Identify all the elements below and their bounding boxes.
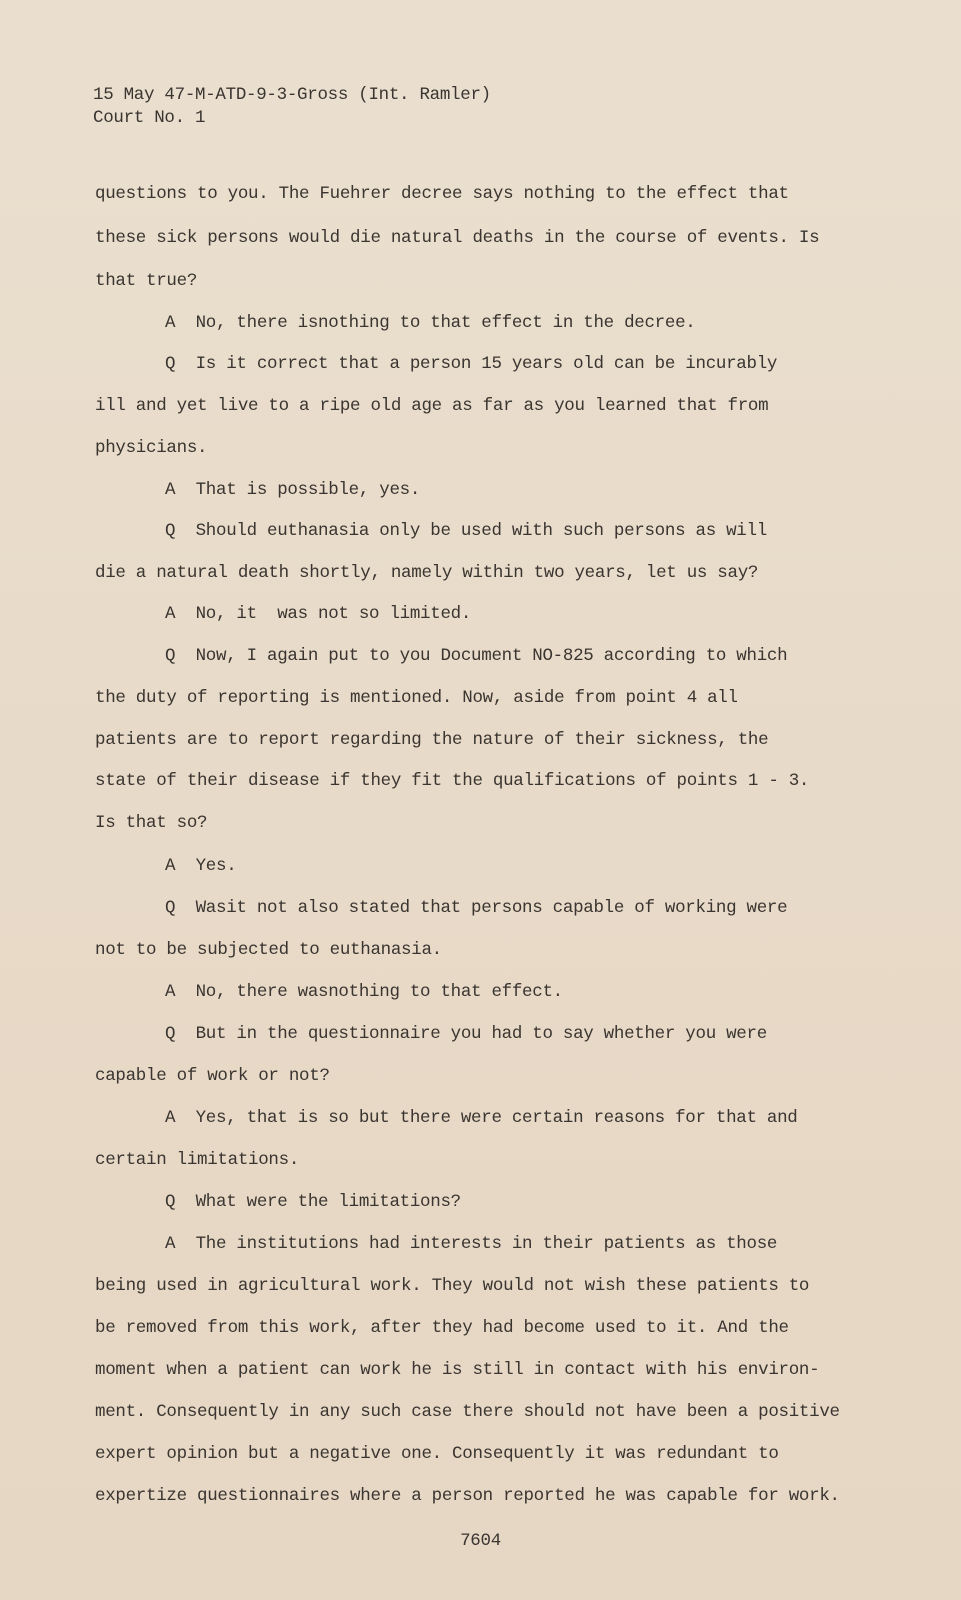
question-line: Q But in the questionnaire you had to say whether you were (165, 1024, 767, 1044)
text-line: Is that so? (95, 813, 208, 833)
question-line: Q Now, I again put to you Document NO-825 according to which (165, 646, 788, 666)
question-line: Q Is it correct that a person 15 years old can be incurably (165, 354, 778, 374)
text-line: these sick persons would die natural deaths in the course of events. Is (95, 228, 820, 248)
header-court-line: Court No. 1 (93, 108, 206, 128)
header-reference-line: 15 May 47-M-ATD-9-3-Gross (Int. Ramler) (93, 85, 491, 105)
text-line: state of their disease if they fit the qualifications of points 1 - 3. (95, 771, 810, 791)
text-line: moment when a patient can work he is still in contact with his environ- (95, 1360, 820, 1380)
text-line: being used in agricultural work. They would not wish these patients to (95, 1276, 810, 1296)
answer-line: A No, there wasnothing to that effect. (165, 982, 563, 1002)
question-line: Q Should euthanasia only be used with such persons as will (165, 521, 767, 541)
question-line: Q Wasit not also stated that persons capable of working were (165, 898, 788, 918)
question-line: Q What were the limitations? (165, 1192, 461, 1212)
text-line: not to be subjected to euthanasia. (95, 940, 442, 960)
answer-line: A No, it was not so limited. (165, 604, 472, 624)
text-line: patients are to report regarding the nature of their sickness, the (95, 730, 769, 750)
text-line: questions to you. The Fuehrer decree says nothing to the effect that (95, 184, 789, 204)
text-line: expertize questionnaires where a person reported he was capable for work. (95, 1486, 840, 1506)
text-line: that true? (95, 271, 198, 291)
answer-line: A The institutions had interests in their patients as those (165, 1234, 778, 1254)
answer-line: A Yes, that is so but there were certain reasons for that and (165, 1108, 798, 1128)
answer-line: A No, there isnothing to that effect in the decree. (165, 313, 696, 333)
text-line: expert opinion but a negative one. Consequently it was redundant to (95, 1444, 779, 1464)
text-line: capable of work or not? (95, 1066, 330, 1086)
text-line: die a natural death shortly, namely within two years, let us say? (95, 563, 759, 583)
text-line: the duty of reporting is mentioned. Now, aside from point 4 all (95, 688, 738, 708)
answer-line: A Yes. (165, 856, 237, 876)
text-line: ill and yet live to a ripe old age as far as you learned that from (95, 396, 769, 416)
document-header (93, 84, 491, 130)
page-number: 7604 (460, 1531, 501, 1551)
text-line: be removed from this work, after they had become used to it. And the (95, 1318, 789, 1338)
text-line: ment. Consequently in any such case there should not have been a positive (95, 1402, 840, 1422)
answer-line: A That is possible, yes. (165, 480, 421, 500)
text-line: physicians. (95, 438, 208, 458)
text-line: certain limitations. (95, 1150, 300, 1170)
